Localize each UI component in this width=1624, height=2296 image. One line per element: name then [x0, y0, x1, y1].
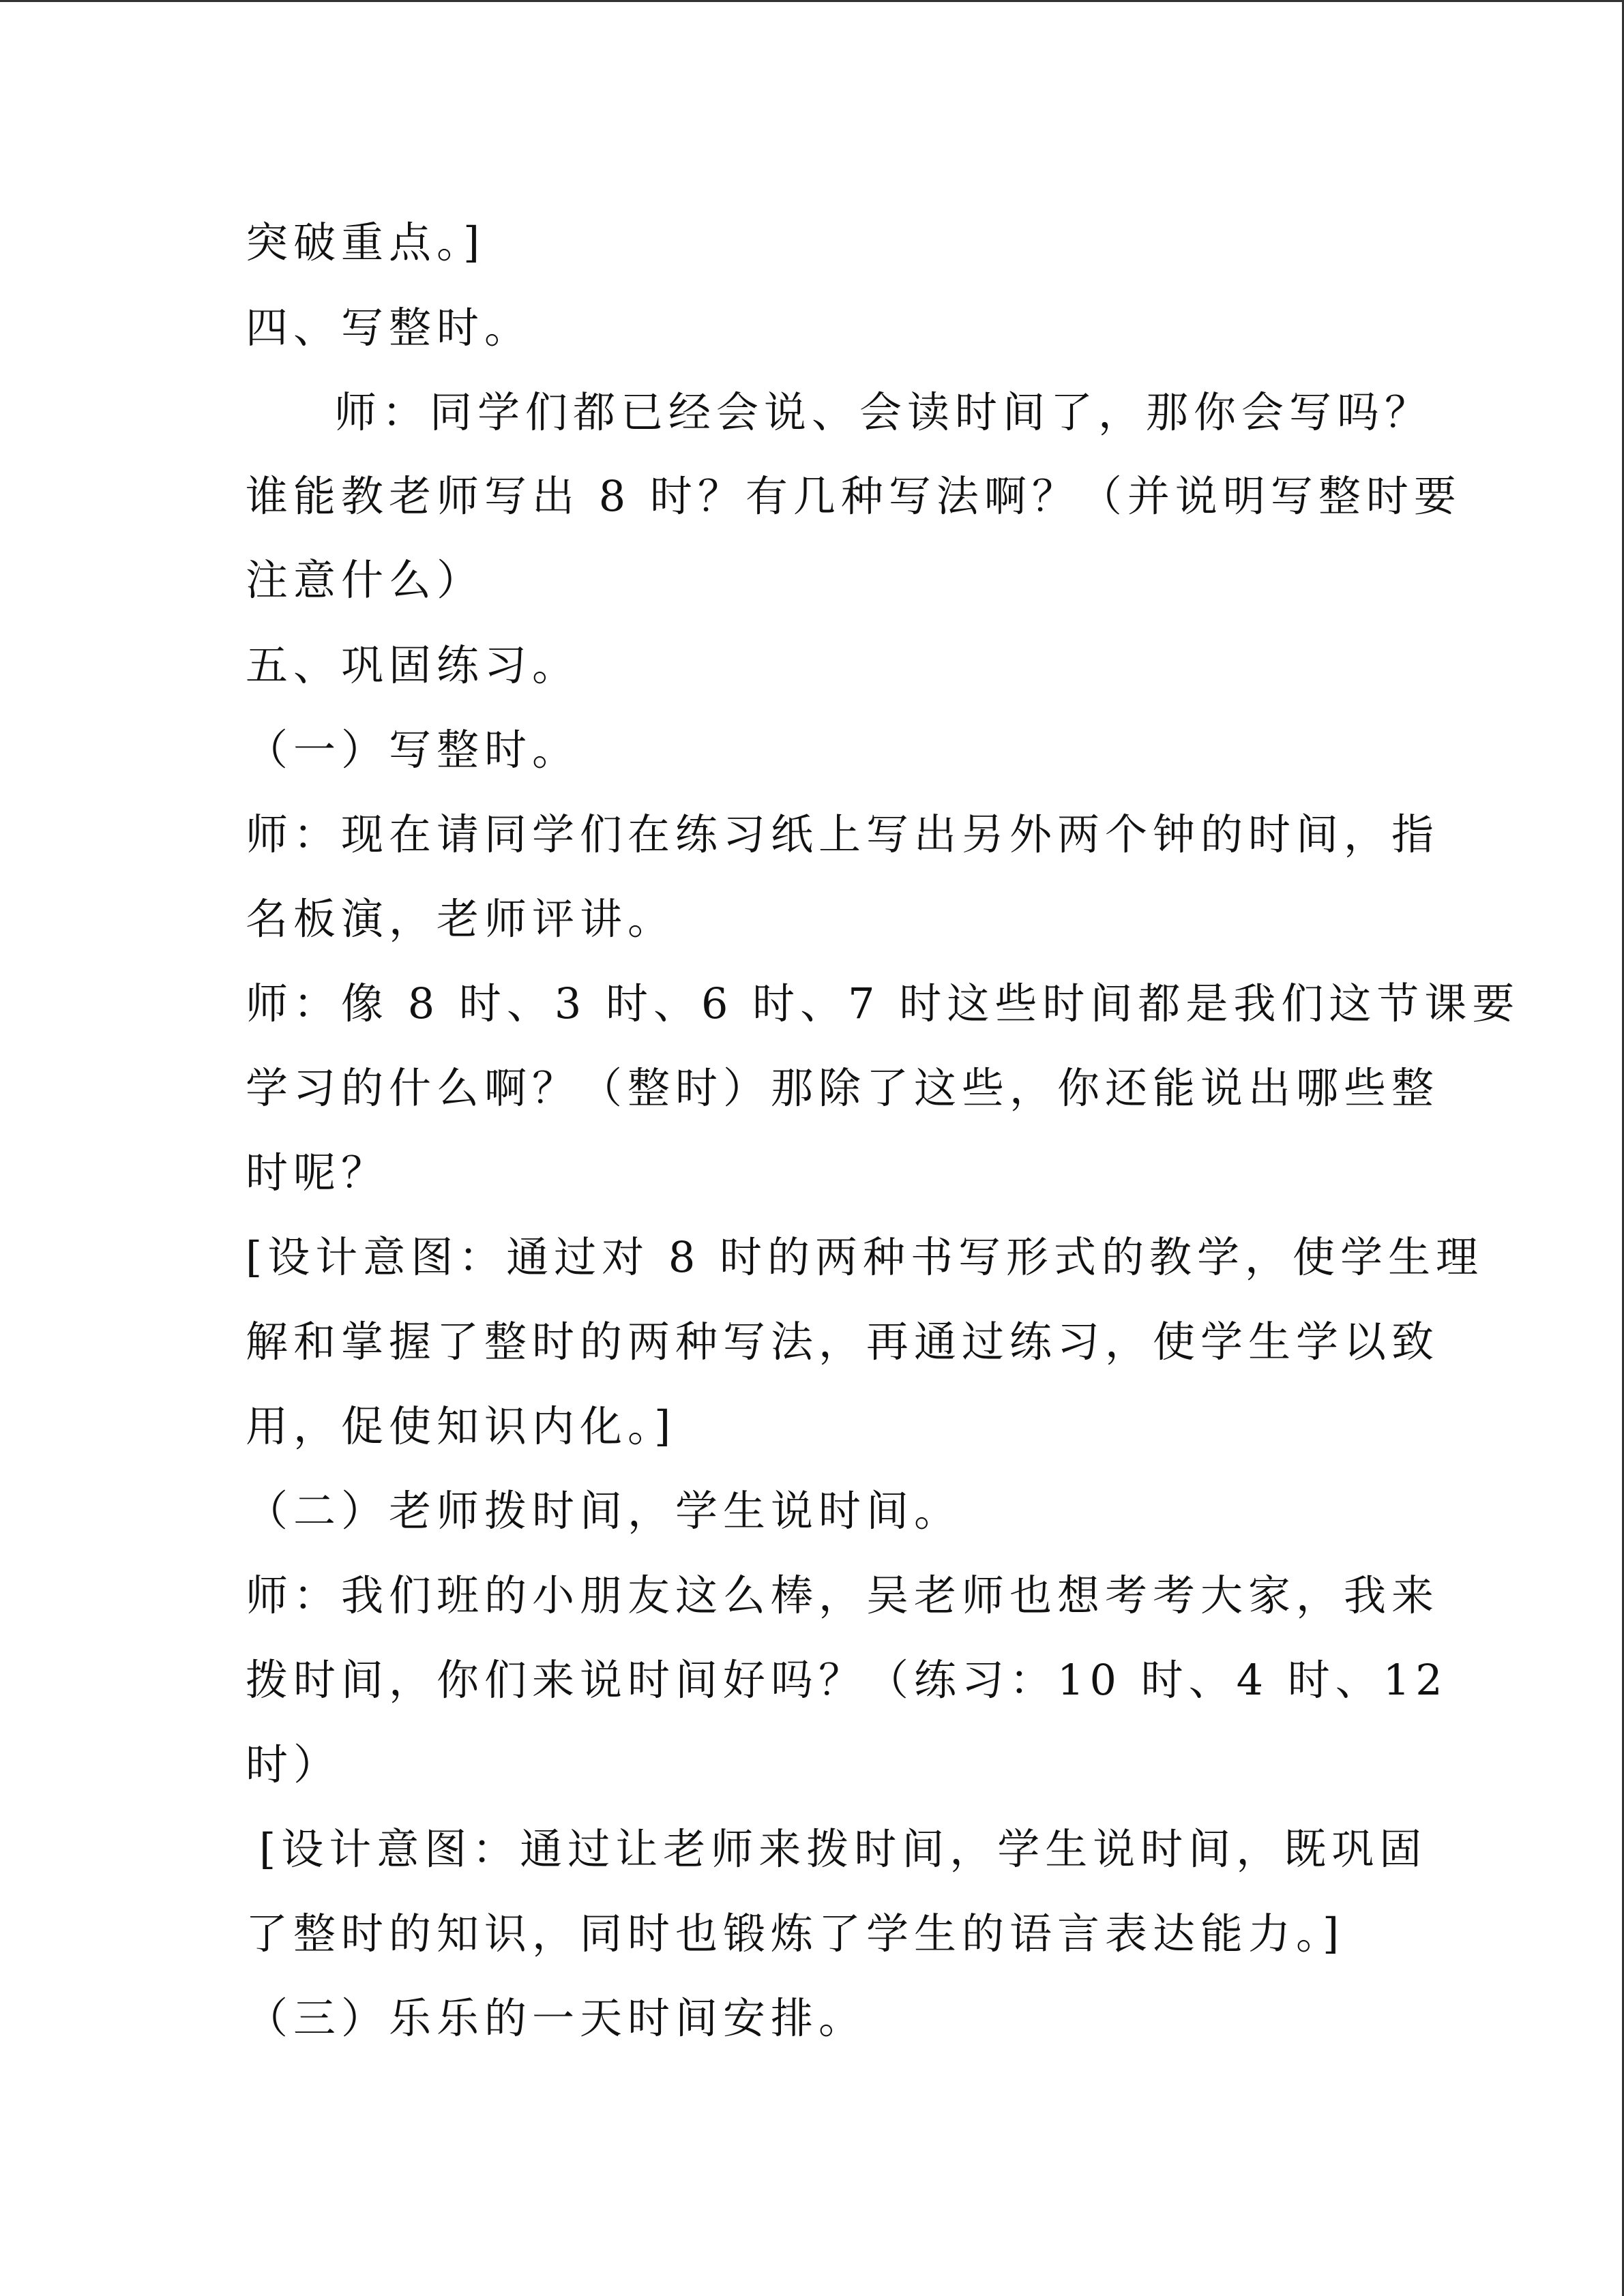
text-line-12: 时呢？ — [246, 1148, 389, 1197]
design-intent-1-line-1: [设计意图：通过对 8 时的两种书写形式的教学，使学生理 — [246, 1232, 1484, 1282]
text-line-17: 师：我们班的小朋友这么棒，吴老师也想考考大家，我来 — [246, 1570, 1440, 1620]
text-line-4: 谁能教老师写出 8 时？有几种写法啊？（并说明写整时要 — [246, 471, 1462, 521]
text-line-10: 师：像 8 时、3 时、6 时、7 时这些时间都是我们这节课要 — [246, 979, 1520, 1028]
text-line-11: 学习的什么啊？（整时）那除了这些，你还能说出哪些整 — [246, 1063, 1440, 1113]
text-line-18: 拨时间，你们来说时间好吗？（练习：10 时、4 时、12 — [246, 1655, 1448, 1705]
design-intent-1-line-2: 解和掌握了整时的两种写法，再通过练习，使学生学以致 — [246, 1317, 1440, 1367]
design-intent-2-line-1: [设计意图：通过让老师来拨时间，学生说时间，既巩固 — [259, 1824, 1428, 1874]
design-intent-1-line-3: 用，促使知识内化。] — [246, 1401, 677, 1451]
text-line-5: 注意什么） — [246, 555, 485, 605]
text-line-3: 师：同学们都已经会说、会读时间了，那你会写吗？ — [334, 387, 1433, 437]
text-line-19: 时） — [246, 1740, 342, 1789]
text-line-8: 师：现在请同学们在练习纸上写出另外两个钟的时间，指 — [246, 809, 1440, 859]
text-line-9: 名板演，老师评讲。 — [246, 894, 676, 944]
subheading-3: （三）乐乐的一天时间安排。 — [246, 1993, 867, 2043]
design-intent-2-line-2: 了整时的知识，同时也锻炼了学生的语言表达能力。] — [246, 1909, 1345, 1958]
text-line-1: 突破重点。] — [246, 218, 486, 267]
subheading-1: （一）写整时。 — [246, 725, 580, 775]
section-heading-write-hour: 四、写整时。 — [246, 303, 533, 353]
section-heading-practice: 五、巩固练习。 — [246, 640, 580, 690]
subheading-2: （二）老师拨时间，学生说时间。 — [246, 1486, 962, 1536]
